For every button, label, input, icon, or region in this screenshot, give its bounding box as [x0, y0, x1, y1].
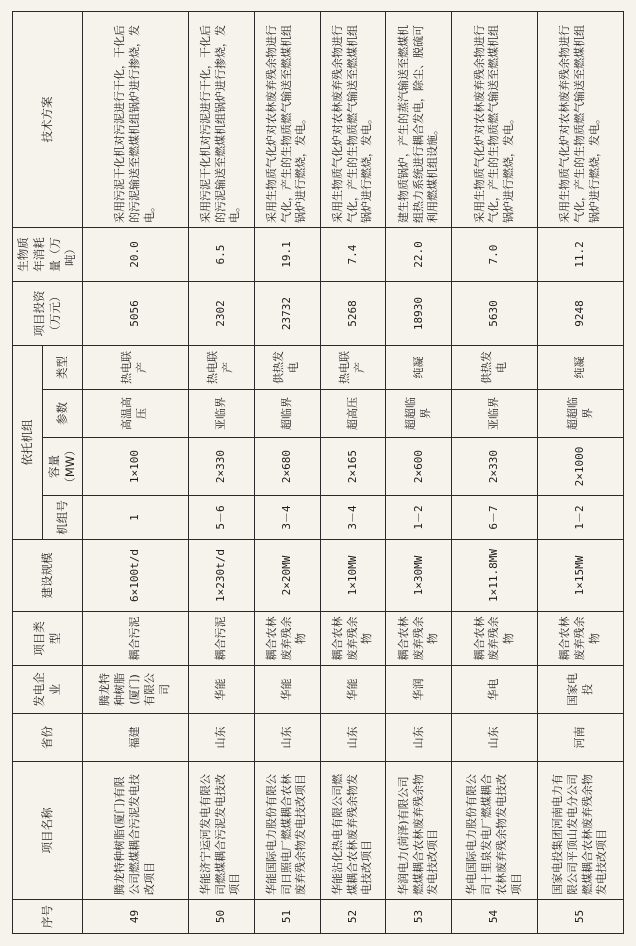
cell-capacity: 2×330 — [452, 438, 538, 496]
cell-tech: 建生物质锅炉，产生的蒸汽输送至燃煤机组热力系统进行耦合发电，除尘、脱硫可利用燃煤机组设施。 — [386, 12, 452, 228]
cell-tech: 采用生物质气化炉对农林废弃残余物进行气化，产生的生物质燃气输送至燃煤机组锅炉进行燃烧，发电。 — [538, 12, 624, 228]
header-capacity: 容量（MW） — [43, 438, 83, 496]
cell-capacity: 2×680 — [254, 438, 320, 496]
cell-capacity: 2×330 — [188, 438, 254, 496]
cell-unit-no: 3－4 — [320, 496, 386, 540]
cell-project-name: 华润电力(菏泽)有限公司燃煤耦合农林废弃残余物发电技改项目 — [386, 762, 452, 900]
table-row — [452, 12, 538, 934]
cell-company: 腾龙特种树脂(厦门)有限公司 — [83, 666, 189, 714]
cell-unit-type: 供热发电 — [452, 346, 538, 390]
cell-seq: 49 — [83, 900, 189, 934]
header-tech: 技术方案 — [13, 12, 83, 228]
cell-investment: 23732 — [254, 282, 320, 346]
header-investment: 项目投资（万元） — [13, 282, 83, 346]
table-row — [320, 12, 386, 934]
cell-seq: 50 — [188, 900, 254, 934]
cell-investment: 5630 — [452, 282, 538, 346]
cell-company: 国家电投 — [538, 666, 624, 714]
cell-investment: 5268 — [320, 282, 386, 346]
cell-unit-no: 1－2 — [538, 496, 624, 540]
table-row — [83, 12, 189, 934]
table-row — [538, 12, 624, 934]
header-company: 发电企业 — [13, 666, 83, 714]
cell-project-name: 华能济宁运河发电有限公司燃煤耦合污泥发电技改项目 — [188, 762, 254, 900]
cell-params: 亚临界 — [188, 390, 254, 438]
cell-params: 超超临界 — [538, 390, 624, 438]
header-project-type: 项目类型 — [13, 612, 83, 666]
cell-tech: 采用污泥干化机对污泥进行干化，干化后的污泥输送至燃煤机组锅炉进行掺烧，发电。 — [188, 12, 254, 228]
cell-seq: 53 — [386, 900, 452, 934]
header-project-name: 项目名称 — [13, 762, 83, 900]
cell-params: 超超临界 — [386, 390, 452, 438]
cell-tech: 采用生物质气化炉对农林废弃残余物进行气化，产生的生物质燃气输送至燃煤机组锅炉进行燃烧，发电。 — [320, 12, 386, 228]
cell-params: 高温高压 — [83, 390, 189, 438]
cell-company: 华能 — [254, 666, 320, 714]
header-unit-no: 机组号 — [43, 496, 83, 540]
cell-seq: 54 — [452, 900, 538, 934]
cell-investment: 18930 — [386, 282, 452, 346]
cell-project-type: 耦合农林废弃残余物 — [254, 612, 320, 666]
cell-seq: 52 — [320, 900, 386, 934]
cell-province: 山东 — [254, 714, 320, 762]
cell-company: 华电 — [452, 666, 538, 714]
table-row — [254, 12, 320, 934]
cell-project-type: 耦合农林废弃残余物 — [452, 612, 538, 666]
cell-capacity: 1×100 — [83, 438, 189, 496]
cell-unit-type: 热电联产 — [320, 346, 386, 390]
cell-project-type: 耦合农林废弃残余物 — [538, 612, 624, 666]
header-unit-type: 类型 — [43, 346, 83, 390]
cell-tech: 采用污泥干化机对污泥进行干化，干化后的污泥输送至燃煤机组锅炉进行掺烧，发电。 — [83, 12, 189, 228]
cell-province: 福建 — [83, 714, 189, 762]
header-row-1 — [13, 12, 43, 934]
cell-province: 河南 — [538, 714, 624, 762]
cell-params: 亚临界 — [452, 390, 538, 438]
cell-biomass: 22.0 — [386, 228, 452, 282]
cell-scale: 1×30MW — [386, 540, 452, 612]
cell-unit-no: 5－6 — [188, 496, 254, 540]
cell-company: 华润 — [386, 666, 452, 714]
cell-biomass: 20.0 — [83, 228, 189, 282]
cell-project-name: 腾龙特种树脂(厦门)有限公司燃煤耦合污泥发电技改项目 — [83, 762, 189, 900]
cell-unit-no: 6－7 — [452, 496, 538, 540]
cell-params: 超临界 — [254, 390, 320, 438]
header-province: 省份 — [13, 714, 83, 762]
cell-biomass: 7.4 — [320, 228, 386, 282]
header-biomass: 生物质年消耗量（万吨） — [13, 228, 83, 282]
cell-unit-type: 热电联产 — [188, 346, 254, 390]
table-row — [188, 12, 254, 934]
cell-biomass: 7.0 — [452, 228, 538, 282]
cell-unit-type: 热电联产 — [83, 346, 189, 390]
cell-province: 山东 — [320, 714, 386, 762]
cell-tech: 采用生物质气化炉对农林废弃残余物进行气化，产生的生物质燃气输送至燃煤机组锅炉进行燃烧，发电。 — [254, 12, 320, 228]
cell-unit-type: 纯凝 — [386, 346, 452, 390]
cell-company: 华能 — [320, 666, 386, 714]
cell-unit-no: 1 — [83, 496, 189, 540]
cell-scale: 1×10MW — [320, 540, 386, 612]
cell-unit-type: 纯凝 — [538, 346, 624, 390]
header-scale: 建设规模 — [13, 540, 83, 612]
cell-project-name: 华能沾化热电有限公司燃煤耦合农林废弃残余物发电技改项目 — [320, 762, 386, 900]
cell-unit-type: 供热发电 — [254, 346, 320, 390]
cell-capacity: 2×600 — [386, 438, 452, 496]
cell-province: 山东 — [188, 714, 254, 762]
cell-project-type: 耦合农林废弃残余物 — [386, 612, 452, 666]
table-body — [83, 12, 624, 934]
project-table — [12, 11, 624, 934]
cell-investment: 5056 — [83, 282, 189, 346]
cell-province: 山东 — [452, 714, 538, 762]
cell-biomass: 19.1 — [254, 228, 320, 282]
cell-tech: 采用生物质气化炉对农林废弃残余物进行气化，产生的生物质燃气输送至燃煤机组锅炉进行燃烧，发电。 — [452, 12, 538, 228]
cell-project-name: 华电国际电力股份有限公司十里泉发电厂燃煤耦合农林废弃残余物发电技改项目 — [452, 762, 538, 900]
cell-project-type: 耦合污泥 — [188, 612, 254, 666]
cell-unit-no: 1－2 — [386, 496, 452, 540]
cell-project-type: 耦合污泥 — [83, 612, 189, 666]
cell-seq: 51 — [254, 900, 320, 934]
cell-company: 华能 — [188, 666, 254, 714]
table-row — [386, 12, 452, 934]
header-params: 参数 — [43, 390, 83, 438]
cell-biomass: 11.2 — [538, 228, 624, 282]
cell-capacity: 2×1000 — [538, 438, 624, 496]
cell-project-name: 国家电投集团河南电力有限公司平顶山发电分公司燃煤耦合农林废弃残余物发电技改项目 — [538, 762, 624, 900]
cell-params: 超高压 — [320, 390, 386, 438]
header-unit-group: 依托机组 — [13, 346, 43, 540]
cell-project-type: 耦合农林废弃残余物 — [320, 612, 386, 666]
cell-unit-no: 3－4 — [254, 496, 320, 540]
cell-investment: 9248 — [538, 282, 624, 346]
cell-scale: 6×100t/d — [83, 540, 189, 612]
cell-scale: 2×20MW — [254, 540, 320, 612]
cell-scale: 1×15MW — [538, 540, 624, 612]
cell-investment: 2302 — [188, 282, 254, 346]
cell-scale: 1×230t/d — [188, 540, 254, 612]
header-seq: 序号 — [13, 900, 83, 934]
cell-project-name: 华能国际电力股份有限公司日照电厂燃煤耦合农林废弃残余物发电技改项目 — [254, 762, 320, 900]
cell-seq: 55 — [538, 900, 624, 934]
cell-scale: 1×11.8MW — [452, 540, 538, 612]
cell-capacity: 2×165 — [320, 438, 386, 496]
cell-biomass: 6.5 — [188, 228, 254, 282]
cell-province: 山东 — [386, 714, 452, 762]
